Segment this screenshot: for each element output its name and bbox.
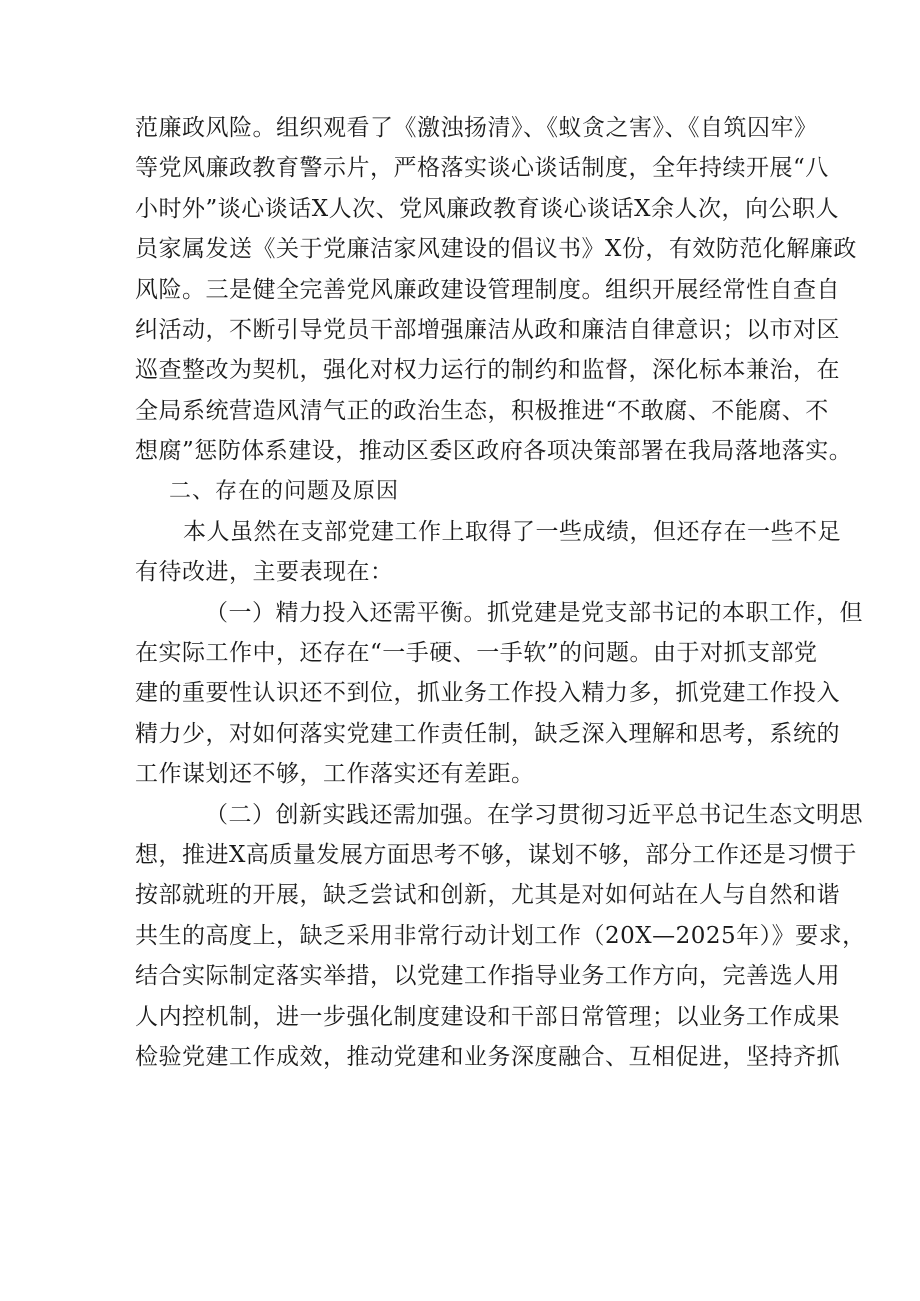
text-line: 巡查整改为契机，强化对权力运行的制约和监督，深化标本兼治，在 <box>135 357 840 384</box>
text-line: 想，推进X高质量发展方面思考不够，谋划不够，部分工作还是习惯于 <box>135 842 857 869</box>
text-line: 精力少，对如何落实党建工作责任制，缺乏深入理解和思考，系统的 <box>135 720 840 747</box>
text-line: 共生的高度上，缺乏采用非常行动计划工作（20X—2025年）》要求， <box>135 922 866 949</box>
paragraph-item-two <box>135 795 866 1078</box>
text-line: 有待改进，主要表现在： <box>135 559 394 586</box>
text-line: 全局系统营造风清气正的政治生态，积极推进“不敢腐、不能腐、不 <box>135 397 829 424</box>
paragraph-intro <box>135 512 841 593</box>
text-line: 在实际工作中，还存在“一手硬、一手软”的问题。由于对抓支部党 <box>135 640 818 667</box>
paragraph-item-one <box>135 593 863 795</box>
text-line: 风险。三是健全完善党风廉政建设管理制度。组织开展经常性自查自 <box>135 276 840 303</box>
text-line: 结合实际制定落实举措，以党建工作指导业务工作方向，完善选人用 <box>135 963 840 990</box>
text-line: 检验党建工作成效，推动党建和业务深度融合、互相促进，坚持齐抓 <box>135 1043 840 1070</box>
text-line: 范廉政风险。组织观看了《激浊扬清》、《蚁贪之害》、《自筑囚牢》 <box>135 115 818 141</box>
text-line: 按部就班的开展，缺乏尝试和创新，尤其是对如何站在人与自然和谐 <box>135 882 840 909</box>
section-heading: 二、存在的问题及原因 <box>169 478 400 504</box>
text-line: 等党风廉政教育警示片，严格落实谈心谈话制度，全年持续开展“八 <box>135 155 829 182</box>
text-line: 小时外”谈心谈话X人次、党风廉政教育谈心谈话X余人次，向公职人 <box>135 195 840 222</box>
text-line: 工作谋划还不够，工作落实还有差距。 <box>135 761 535 788</box>
text-line: 建的重要性认识还不到位，抓业务工作投入精力多，抓党建工作投入 <box>135 680 840 707</box>
text-line: 本人虽然在支部党建工作上取得了一些成绩，但还存在一些不足 <box>183 518 841 545</box>
text-line: （一）精力投入还需平衡。抓党建是党支部书记的本职工作，但 <box>205 599 863 626</box>
document-body <box>135 108 866 1077</box>
text-line: （二）创新实践还需加强。在学习贯彻习近平总书记生态文明思 <box>205 801 863 828</box>
text-line: 想腐”惩防体系建设，推动区委区政府各项决策部署在我局落地落实。 <box>135 438 853 465</box>
paragraph-party-conduct <box>135 108 857 472</box>
text-line: 员家属发送《关于党廉洁家风建设的倡议书》X份，有效防范化解廉政 <box>135 236 857 263</box>
text-line: 纠活动，不断引导党员干部增强廉洁从政和廉洁自律意识；以市对区 <box>135 316 840 343</box>
text-line: 人内控机制，进一步强化制度建设和干部日常管理；以业务工作成果 <box>135 1003 840 1030</box>
